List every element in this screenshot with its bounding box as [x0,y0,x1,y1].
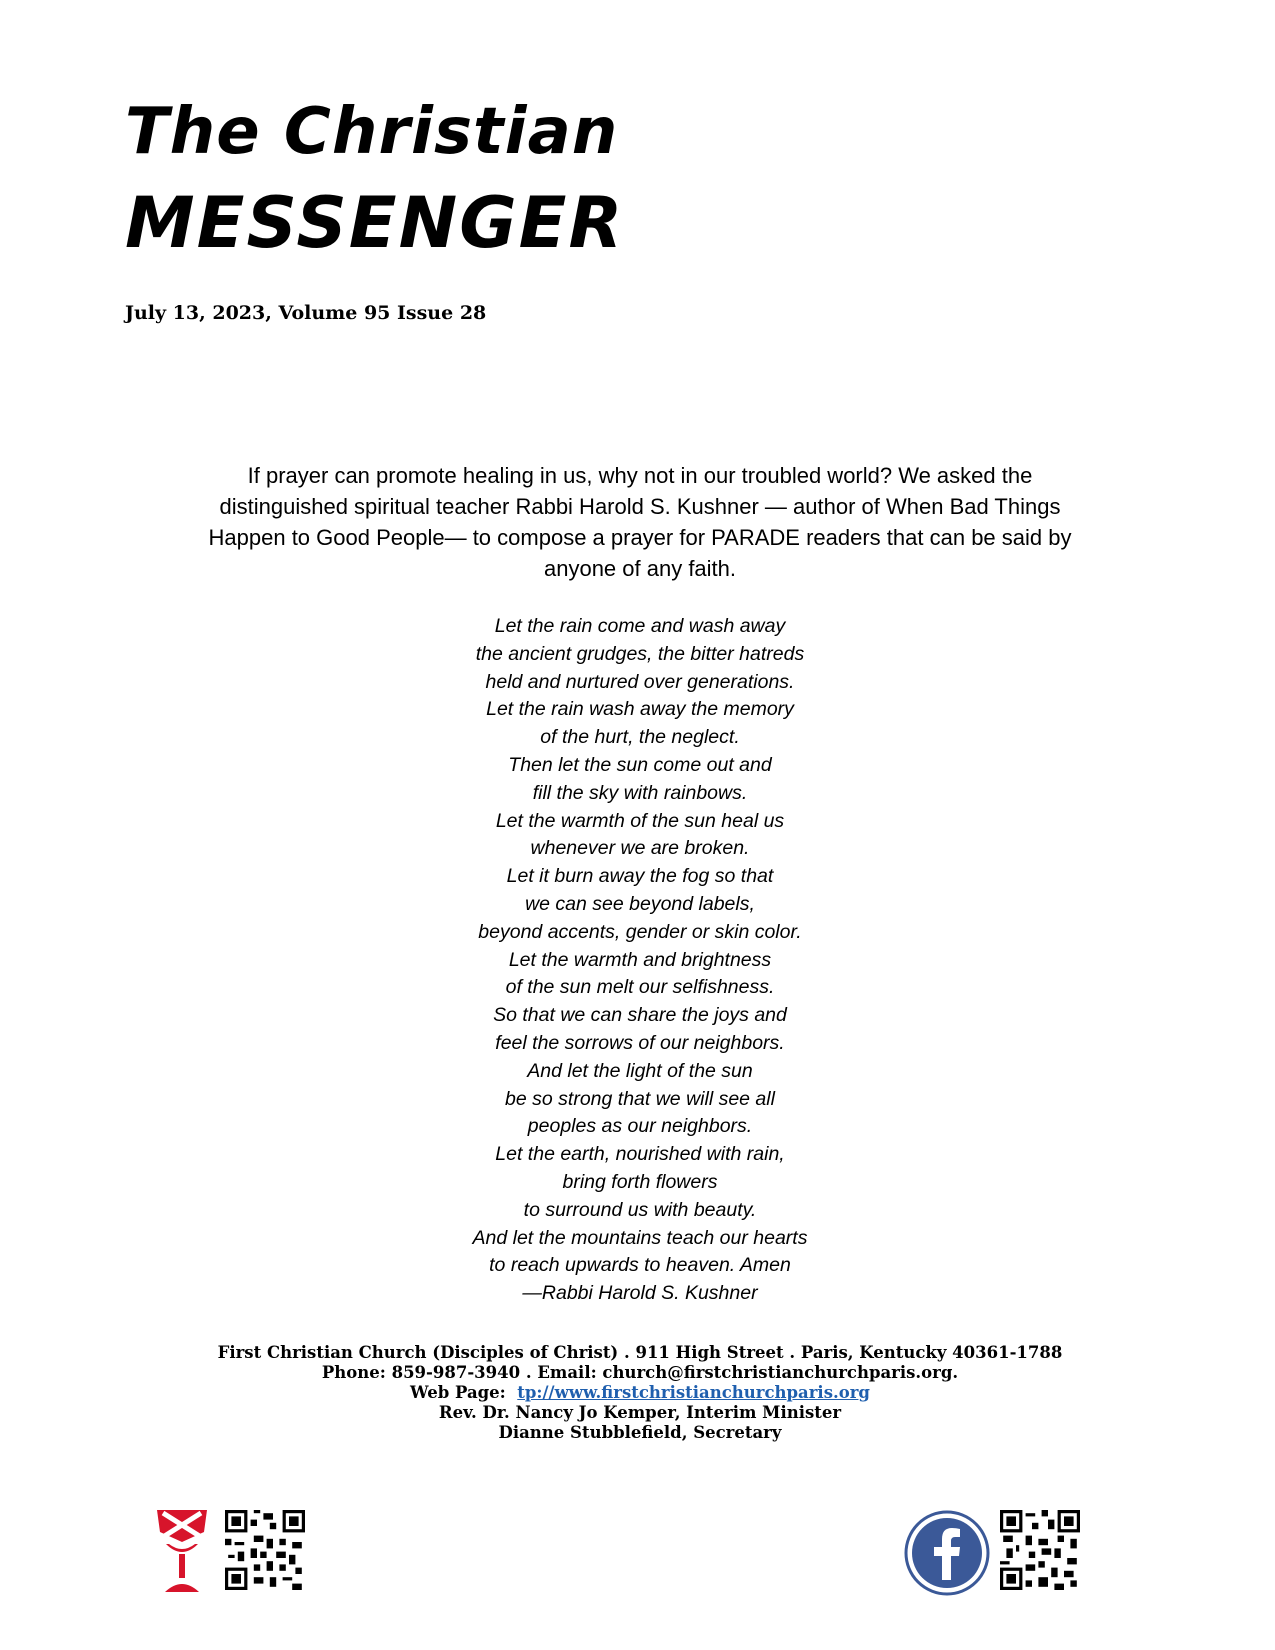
masthead-title-line2: MESSENGER [125,182,625,264]
poem-line: peoples as our neighbors. [527,1115,753,1138]
poem-line: Let the warmth of the sun heal us [495,809,785,832]
poem-line: we can see beyond labels, [525,892,755,915]
qr-code-icon[interactable] [225,1510,305,1590]
poem-line: of the hurt, the neglect. [540,726,740,749]
intro-line: If prayer can promote healing in us, why not in our troubled world? We asked the [247,463,1033,488]
poem-line: feel the sorrows of our neighbors. [495,1031,785,1054]
poem-line: Let the rain come and wash away [494,615,786,637]
poem-line: beyond accents, gender or skin color. [478,920,802,943]
facebook-icon[interactable] [904,1510,990,1596]
poem-line: Let the warmth and brightness [508,948,772,971]
intro-line: anyone of any faith. [543,556,737,581]
poem-line: Let the rain wash away the memory [486,698,794,721]
intro-line: Happen to Good People— to compose a prayer for PARADE readers that can be said by [208,525,1072,550]
poem-line: to reach upwards to heaven. Amen [489,1254,791,1277]
poem-line: whenever we are broken. [530,837,750,860]
minister-line: Rev. Dr. Nancy Jo Kemper, Interim Minister [438,1403,842,1422]
chalice-logo-icon [157,1510,207,1594]
qr-code-icon[interactable] [1000,1510,1080,1590]
poem-line: And let the light of the sun [527,1059,753,1082]
poem-line: So that we can share the joys and [493,1004,787,1027]
poem-attribution: —Rabbi Harold S. Kushner [522,1282,758,1305]
church-contact: Phone: 859-987-3940 . Email: church@firstchristianchurchparis.org. [321,1363,959,1382]
church-address: First Christian Church (Disciples of Christ) . 911 High Street . Paris, Kentucky 40361-1788 [217,1343,1063,1362]
intro-line: distinguished spiritual teacher Rabbi Harold S. Kushner — author of When Bad Things [219,494,1061,519]
dateline: July 13, 2023, Volume 95 Issue 28 [125,302,487,324]
prayer-poem [340,613,940,1308]
masthead-title-line1: The Christian [125,95,619,169]
poem-line: of the sun melt our selfishness. [505,976,775,999]
web-page-link[interactable]: tp://www.firstchristianchurchparis.org [517,1383,870,1402]
secretary-line: Dianne Stubblefield, Secretary [498,1423,782,1442]
poem-line: to surround us with beauty. [523,1198,757,1221]
poem-line: Let the earth, nourished with rain, [495,1143,785,1166]
poem-line: And let the mountains teach our hearts [472,1226,808,1249]
web-page-label: Web Page: [410,1383,506,1402]
poem-line: be so strong that we will see all [505,1087,775,1110]
poem-line: held and nurtured over generations. [485,670,795,693]
poem-line: fill the sky with rainbows. [532,781,748,804]
poem-line: Let it burn away the fog so that [506,865,774,888]
church-web-line [140,1383,1140,1403]
poem-line: the ancient grudges, the bitter hatreds [475,642,805,665]
poem-line: bring forth flowers [562,1170,718,1193]
intro-paragraph [165,460,1115,584]
masthead [125,95,625,264]
church-info-footer [140,1343,1140,1443]
poem-line: Then let the sun come out and [508,753,772,776]
